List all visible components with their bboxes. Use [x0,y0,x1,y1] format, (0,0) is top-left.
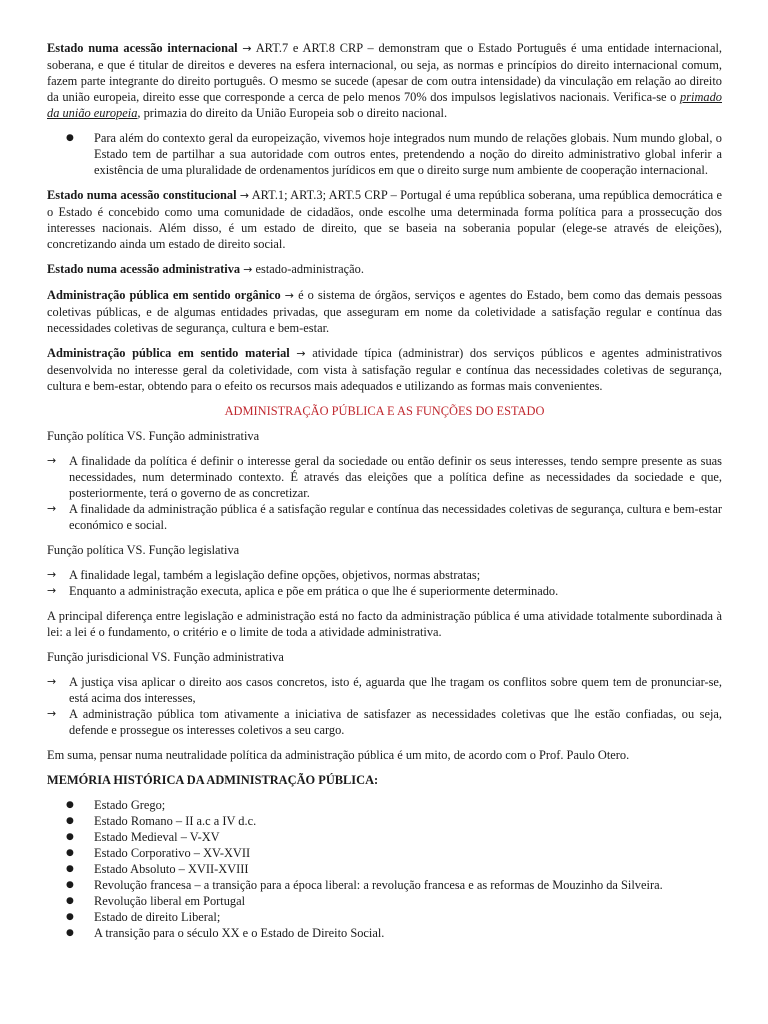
list-item [47,674,722,706]
term-constitutional: Estado numa acessão constitucional [47,188,237,202]
list-item-text: Estado Romano – II a.c a IV d.c. [94,814,257,828]
subheading-jurisdictional-administrative: Função jurisdicional VS. Função administrativa [47,650,284,664]
bullet-icon: ● [66,800,74,810]
bullet-icon: ● [66,880,74,890]
term-international: Estado numa acessão internacional [47,41,238,55]
list-item [47,130,722,178]
paragraph-administrative [47,261,722,278]
paragraph-text: ART.7 e ART.8 CRP – demonstram que o Estado Português é uma entidade internacional, soberana, e que é titular de direitos e deveres na esfera internacional, ou seja, as normas e princípios do direito internacional comum, fazem parte integrante do direito português. O mesmo se sucede (apesar de com outra intensidade) da vinculação em relação ao direito da união europeia, direito esse que corresponde a cerca de pelo menos 70% dos impulsos legislativos nacionais. Verifica-se o [47,41,722,104]
list-item [47,829,722,845]
term-material: Administração pública em sentido material [47,346,290,360]
bullet-icon: ● [66,864,74,874]
list-item-text: Revolução liberal em Portugal [94,894,246,908]
arrow-icon: → [47,584,57,597]
history-list [47,797,722,941]
paragraph-text: é o sistema de órgãos, serviços e agentes do Estado, bem como das demais pessoas coletivas públicas, e de algumas entidades privadas, que asseguram em nome da coletividade a satisfação regular e contínua das necessidades coletivas de segurança, cultura e bem-estar. [47,288,723,335]
bullet-icon: ● [66,912,74,922]
subheading-political-legislative: Função política VS. Função legislativa [47,543,240,557]
list-item-text: A administração pública tom ativamente a iniciativa de satisfazer as necessidades coletivas que lhe estão confiadas, ou seja, defende e prossegue os interesses coletivos a seu cargo. [69,707,722,737]
bullet-list-global [47,130,722,178]
list-item-text: Revolução francesa – a transição para a época liberal: a revolução francesa e as reformas de Mouzinho da Silveira. [94,878,663,892]
list-item [47,909,722,925]
paragraph-text: atividade típica (administrar) dos serviços públicos e agentes administrativos desenvolvida no interesse geral da coletividade, com vista à satisfação regular e contínua das necessidades coletivas de segurança, cultura e bem-estar, obtendo para o efeito os recursos mais adequados e utilizando as formas mais convenientes. [47,346,722,393]
subheading-political-administrative: Função política VS. Função administrativa [47,429,260,443]
arrow-icon: → [47,707,57,720]
arrow-icon: → [242,42,252,55]
list-item [47,845,722,861]
list-item-text: A justiça visa aplicar o direito aos casos concretos, isto é, aguarda que lhe tragam os conflitos sobre quem tem de pronunciar-se, está acima dos interesses, [69,675,722,705]
paragraph-difference: A principal diferença entre legislação e administração está no facto da administração pública é uma atividade totalmente subordinada à lei: a lei é o fundamento, o critério e o limite de toda a atividade administrativa. [47,609,722,639]
list-item [47,706,722,738]
arrow-icon: → [296,347,306,360]
arrow-icon: → [239,189,250,202]
list-item-text: Enquanto a administração executa, aplica e põe em prática o que lhe é superiormente determinado. [69,584,559,598]
bullet-icon: ● [66,832,74,842]
list-item [47,797,722,813]
arrow-icon: → [47,454,57,467]
arrow-icon: → [47,568,57,581]
list-item [47,861,722,877]
bullet-icon: ● [66,816,74,826]
list-item [47,453,722,501]
list-item [47,501,722,533]
paragraph-organic [47,287,722,336]
list-item-text: Estado de direito Liberal; [94,910,221,924]
list-item [47,925,722,941]
paragraph-constitutional [47,187,722,252]
list-item [47,813,722,829]
arrow-icon: → [243,263,253,276]
list-item [47,567,722,583]
section-heading-history [47,772,722,788]
arrow-icon: → [284,289,295,302]
list-item-text: Estado Corporativo – XV-XVII [94,846,251,860]
arrow-icon: → [47,675,57,688]
paragraph-international [47,40,722,121]
bullet-icon: ● [66,896,74,906]
arrow-list-2 [47,567,722,599]
paragraph-text: , primazia do direito da União Europeia sob o direito nacional. [137,106,448,120]
term-organic: Administração pública em sentido orgânico [47,288,281,302]
paragraph-material [47,345,722,394]
list-item-text: A finalidade da política é definir o interesse geral da sociedade ou então definir os seus interesses, tendo sempre presente as suas necessidades, num determinado contexto. É através das eleições que a política define as necessidades da sociedade e que, posteriormente, terá o governo de as concretizar. [69,454,722,500]
list-item-text: Estado Medieval – V-XV [94,830,220,844]
bullet-icon: ● [66,848,74,858]
list-item-text: Estado Grego; [94,798,166,812]
arrow-list-3 [47,674,722,738]
list-item [47,583,722,599]
paragraph-text: estado-administração. [252,262,364,276]
term-administrative: Estado numa acessão administrativa [47,262,241,276]
bullet-icon: ● [66,928,74,938]
paragraph-text: ART.1; ART.3; ART.5 CRP – Portugal é uma república soberana, uma república democrática e o Estado é concebido como uma comunidade de cidadãos, onde escolhe uma determinada forma política para a prossecução dos interesses nacionais. Além disso, é um estado de direito, que se baseia na soberania popular (elege-se através de eleições), concretizando ainda um estado de direito social. [47,188,722,251]
list-item-text: A finalidade legal, também a legislação define opções, objetivos, normas abstratas; [69,568,481,582]
history-heading-text: MEMÓRIA HISTÓRICA DA ADMINISTRAÇÃO PÚBLICA: [47,773,379,787]
list-item-text: A finalidade da administração pública é a satisfação regular e contínua das necessidades coletivas de segurança, cultura e bem-estar económico e social. [69,502,722,532]
arrow-icon: → [47,502,57,515]
paragraph-summary: Em suma, pensar numa neutralidade política da administração pública é um mito, de acordo com o Prof. Paulo Otero. [47,748,630,762]
bullet-icon: ● [66,133,74,143]
list-item [47,877,722,893]
primado-link-text: primado da união europeia [47,90,722,120]
list-item-text: Estado Absoluto – XVII-XVIII [94,862,249,876]
arrow-list-1 [47,453,722,533]
list-item-text: Para além do contexto geral da europeização, vivemos hoje integrados num mundo de relações globais. Num mundo global, o Estado tem de partilhar a sua autoridade com outros entes, pretendendo a noção do direito administrativo global inferir a existência de uma pluralidade de ordenamentos jurídicos em que o direito surge num ambiente de cooperação internacional. [94,131,722,177]
list-item-text: A transição para o século XX e o Estado de Direito Social. [94,926,385,940]
list-item [47,893,722,909]
section-heading-functions: ADMINISTRAÇÃO PÚBLICA E AS FUNÇÕES DO ESTADO [224,404,545,418]
